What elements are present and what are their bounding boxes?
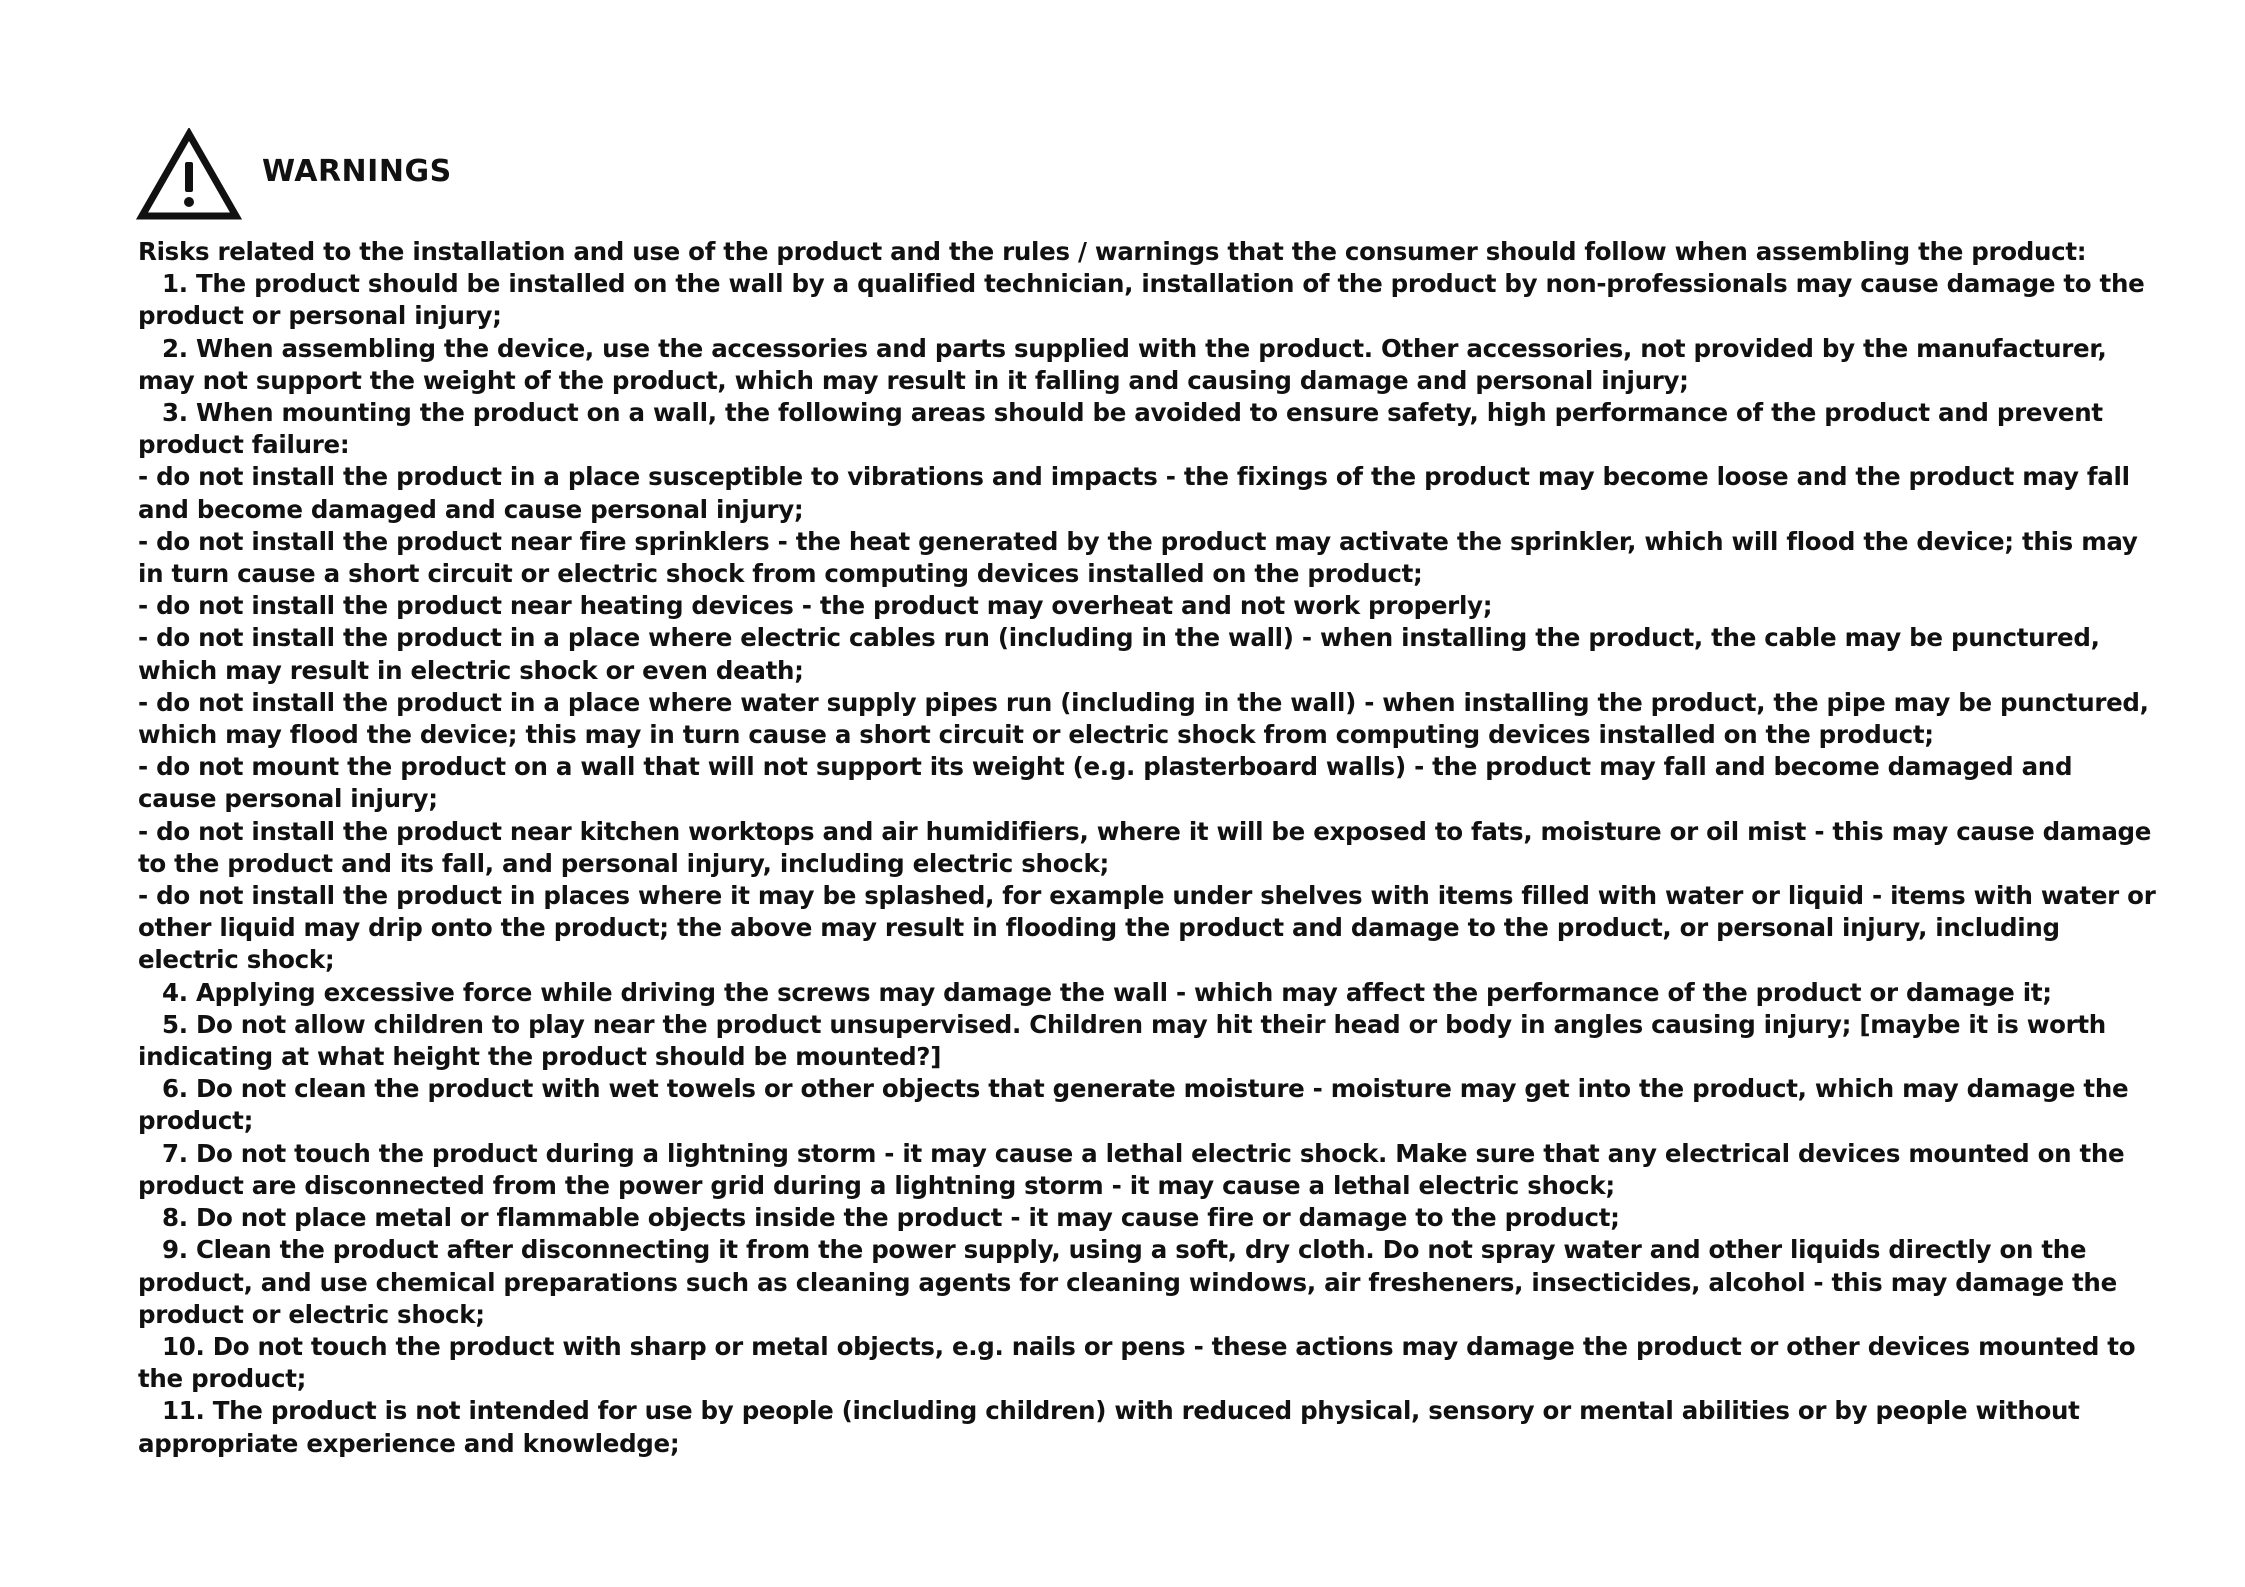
warning-item: 6. Do not clean the product with wet towels or other objects that generate moisture - moisture may get into the product, which may damage the product; bbox=[138, 1074, 2129, 1136]
warning-item: 8. Do not place metal or flammable objects inside the product - it may cause fire or damage to the product; bbox=[162, 1203, 1620, 1233]
warning-subitem: - do not install the product in a place where electric cables run (including in the wall) - when installing the product, the cable may be punctured, which may result in electric shock or even death; bbox=[138, 623, 2100, 685]
warning-item: 5. Do not allow children to play near the product unsupervised. Children may hit their head or body in angles causing injury; [maybe it is worth indicating at what height the product should be mounted?] bbox=[138, 1009, 2106, 1072]
warning-triangle-icon bbox=[136, 128, 242, 224]
warning-subitem: - do not install the product near fire sprinklers - the heat generated by the product may activate the sprinkler, which will flood the device; this may in turn cause a short circuit or electric shock from computing devices installed on the product; bbox=[138, 526, 2138, 589]
warning-item: 1. The product should be installed on the wall by a qualified technician, installation of the product by non-professionals may cause damage to the product or personal injury; bbox=[138, 269, 2145, 331]
warning-item: 7. Do not touch the product during a lightning storm - it may cause a lethal electric shock. Make sure that any electrical devices mounted on the product are disconnected from the power grid during a lightning storm - it may cause a lethal electric shock; bbox=[138, 1138, 2125, 1200]
warnings-header bbox=[136, 126, 452, 226]
page-title: WARNINGS bbox=[262, 153, 452, 189]
warnings-body bbox=[138, 236, 2158, 1460]
warning-item: 4. Applying excessive force while driving the screws may damage the wall - which may affect the performance of the product or damage it; bbox=[162, 977, 2052, 1007]
warning-item: 3. When mounting the product on a wall, the following areas should be avoided to ensure safety, high performance of the product and prevent product failure: bbox=[138, 398, 2103, 460]
warning-item: 10. Do not touch the product with sharp or metal objects, e.g. nails or pens - these actions may damage the product or other devices mounted to the product; bbox=[138, 1331, 2136, 1394]
warning-subitem: - do not install the product in places where it may be splashed, for example under shelves with items filled with water or liquid - items with water or other liquid may drip onto the product; the above may result in flooding the product and damage to the product, or personal injury, including electric shock; bbox=[138, 881, 2156, 975]
warning-subitem: - do not install the product near kitchen worktops and air humidifiers, where it will be exposed to fats, moisture or oil mist - this may cause damage to the product and its fall, and personal injury, including electric shock; bbox=[138, 816, 2152, 878]
warning-item: 2. When assembling the device, use the accessories and parts supplied with the product. Other accessories, not provided by the manufacturer, may not support the weight of the product, which may result in it falling and causing damage and personal injury; bbox=[138, 333, 2107, 395]
warning-subitem: - do not install the product in a place susceptible to vibrations and impacts - the fixings of the product may become loose and the product may fall and become damaged and cause personal injury; bbox=[138, 462, 2130, 524]
warning-subitem: - do not install the product in a place where water supply pipes run (including in the wall) - when installing the product, the pipe may be punctured, which may flood the device; this may in turn cause a short circuit or electric shock from computing devices installed on the product; bbox=[138, 687, 2149, 750]
warning-subitem: - do not install the product near heating devices - the product may overheat and not work properly; bbox=[138, 591, 1493, 621]
intro-paragraph: Risks related to the installation and use of the product and the rules / warnings that the consumer should follow when assembling the product: bbox=[138, 237, 2087, 266]
warning-item: 11. The product is not intended for use by people (including children) with reduced physical, sensory or mental abilities or by people without appropriate experience and knowledge; bbox=[138, 1396, 2080, 1458]
warning-item: 9. Clean the product after disconnecting it from the power supply, using a soft, dry cloth. Do not spray water and other liquids directly on the product, and use chemical preparations such as cleaning agents for cleaning windows, air fresheners, insecticides, alcohol - this may damage the product or electric shock; bbox=[138, 1235, 2117, 1329]
warning-subitem: - do not mount the product on a wall that will not support its weight (e.g. plasterboard walls) - the product may fall and become damaged and cause personal injury; bbox=[138, 752, 2073, 814]
